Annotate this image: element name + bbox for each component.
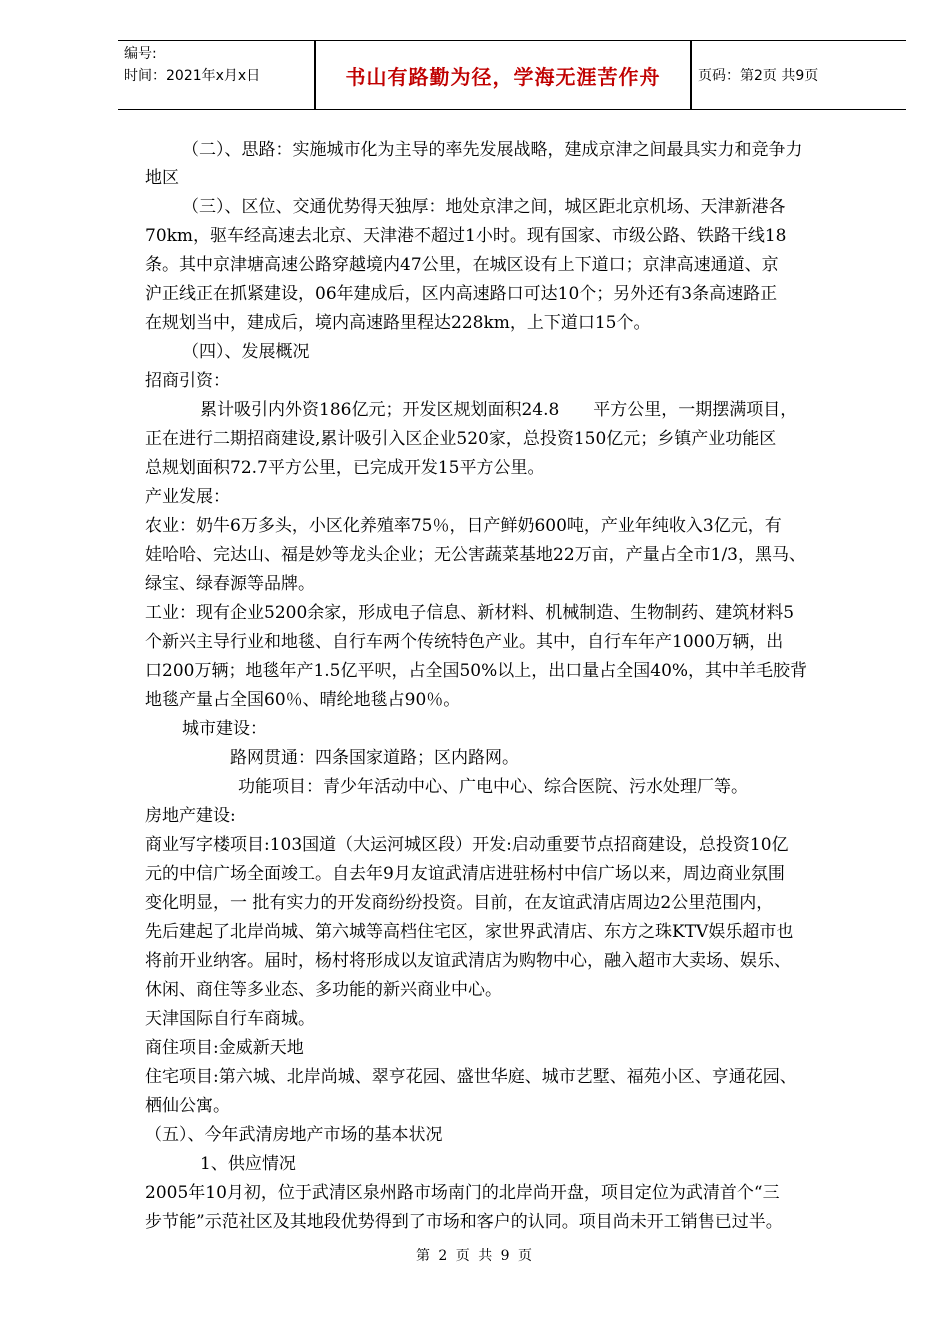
- body-line: 个新兴主导行业和地毯、自行车两个传统特色产业。其中，自行车年产1000万辆，出: [145, 632, 784, 652]
- body-line: 地区: [145, 168, 179, 188]
- body-line: 2005年10月初，位于武清区泉州路市场南门的北岸尚开盘，项目定位为武清首个“三: [145, 1183, 780, 1203]
- body-line: （二）、思路：实施城市化为主导的率先发展战略，建成京津之间最具实力和竞争力: [182, 140, 803, 160]
- body-line: 休闲、商住等多业态、多功能的新兴商业中心。: [145, 980, 502, 1000]
- body-line: 娃哈哈、完达山、福是妙等龙头企业；无公害蔬菜基地22万亩，产量占全市1/3，黑马、: [145, 545, 806, 565]
- body-line: （三）、区位、交通优势得天独厚：地处京津之间，城区距北京机场、天津新港各: [182, 197, 786, 217]
- subsection-heading: 城市建设：: [182, 719, 267, 739]
- body-line: 栖仙公寓。: [145, 1096, 230, 1116]
- section-heading: （五）、今年武清房地产市场的基本状况: [145, 1125, 443, 1145]
- subsection-heading: 产业发展：: [145, 487, 230, 507]
- body-line: 总规划面积72.7平方公里，已完成开发15平方公里。: [145, 458, 545, 478]
- body-line: 在规划当中，建成后，境内高速路里程达228km，上下道口15个。: [145, 313, 651, 333]
- document-time-label: 时间：2021年x月x日: [124, 68, 261, 84]
- body-line: 元的中信广场全面竣工。自去年9月友谊武清店进驻杨村中信广场以来，周边商业氛围: [145, 864, 785, 884]
- header-meta: [124, 43, 314, 87]
- body-line: 地毯产量占全国60％、晴纶地毯占90％。: [145, 690, 461, 710]
- body-line: 口200万辆；地毯年产1.5亿平呎，占全国50%以上，出口量占全国40%，其中羊毛胶背: [145, 661, 808, 681]
- header-page-number: 页码：第2页 共9页: [698, 68, 819, 84]
- body-line: 路网贯通：四条国家道路；区内路网。: [230, 748, 519, 768]
- body-line: 绿宝、绿春源等品牌。: [145, 574, 315, 594]
- body-line: 先后建起了北岸尚城、第六城等高档住宅区，家世界武清店、东方之珠KTV娱乐超市也: [145, 922, 794, 942]
- body-line: 功能项目：青少年活动中心、广电中心、综合医院、污水处理厂等。: [238, 777, 748, 797]
- body-line: 正在进行二期招商建设,累计吸引入区企业520家，总投资150亿元；乡镇产业功能区: [145, 429, 777, 449]
- header-divider: [690, 41, 692, 109]
- body-line: 70km，驱车经高速去北京、天津港不超过1小时。现有国家、市级公路、铁路干线18: [145, 226, 787, 246]
- body-line: 将前开业纳客。届时，杨村将形成以友谊武清店为购物中心，融入超市大卖场、娱乐、: [145, 951, 791, 971]
- body-line: 商住项目:金威新天地: [145, 1038, 304, 1058]
- body-line: 变化明显，一 批有实力的开发商纷纷投资。目前，在友谊武清店周边2公里范围内，: [145, 893, 774, 913]
- document-number-label: 编号:: [124, 46, 157, 62]
- body-line: 住宅项目:第六城、北岸尚城、翠亨花园、盛世华庭、城市艺墅、福苑小区、亨通花园、: [145, 1067, 797, 1087]
- header-motto: 书山有路勤为径，学海无涯苦作舟: [345, 64, 661, 89]
- subsection-heading: 房地产建设:: [145, 806, 236, 826]
- page-footer: 第 2 页 共 9 页: [415, 1248, 535, 1264]
- subsection-heading: 招商引资：: [145, 371, 230, 391]
- body-line: 沪正线正在抓紧建设，06年建成后，区内高速路口可达10个；另外还有3条高速路正: [145, 284, 778, 304]
- body-line: 农业：奶牛6万多头，小区化养殖率75％，日产鲜奶600吨，产业年纯收入3亿元，有: [145, 516, 782, 536]
- body-line: 步节能”示范社区及其地段优势得到了市场和客户的认同。项目尚未开工销售已过半。: [145, 1212, 783, 1232]
- body-line: 天津国际自行车商城。: [145, 1009, 315, 1029]
- body-line: 工业：现有企业5200余家，形成电子信息、新材料、机械制造、生物制药、建筑材料5: [145, 603, 795, 623]
- page-header: [118, 40, 906, 110]
- body-line: 商业写字楼项目:103国道（大运河城区段）开发:启动重要节点招商建设，总投资10亿: [145, 835, 789, 855]
- body-line: 累计吸引内外资186亿元；开发区规划面积24.8 平方公里，一期摆满项目，: [200, 400, 798, 420]
- body-line: 条。其中京津塘高速公路穿越境内47公里，在城区设有上下道口；京津高速通道、京: [145, 255, 779, 275]
- subsection-heading: 1、供应情况: [200, 1154, 296, 1174]
- section-heading: （四）、发展概况: [182, 342, 310, 362]
